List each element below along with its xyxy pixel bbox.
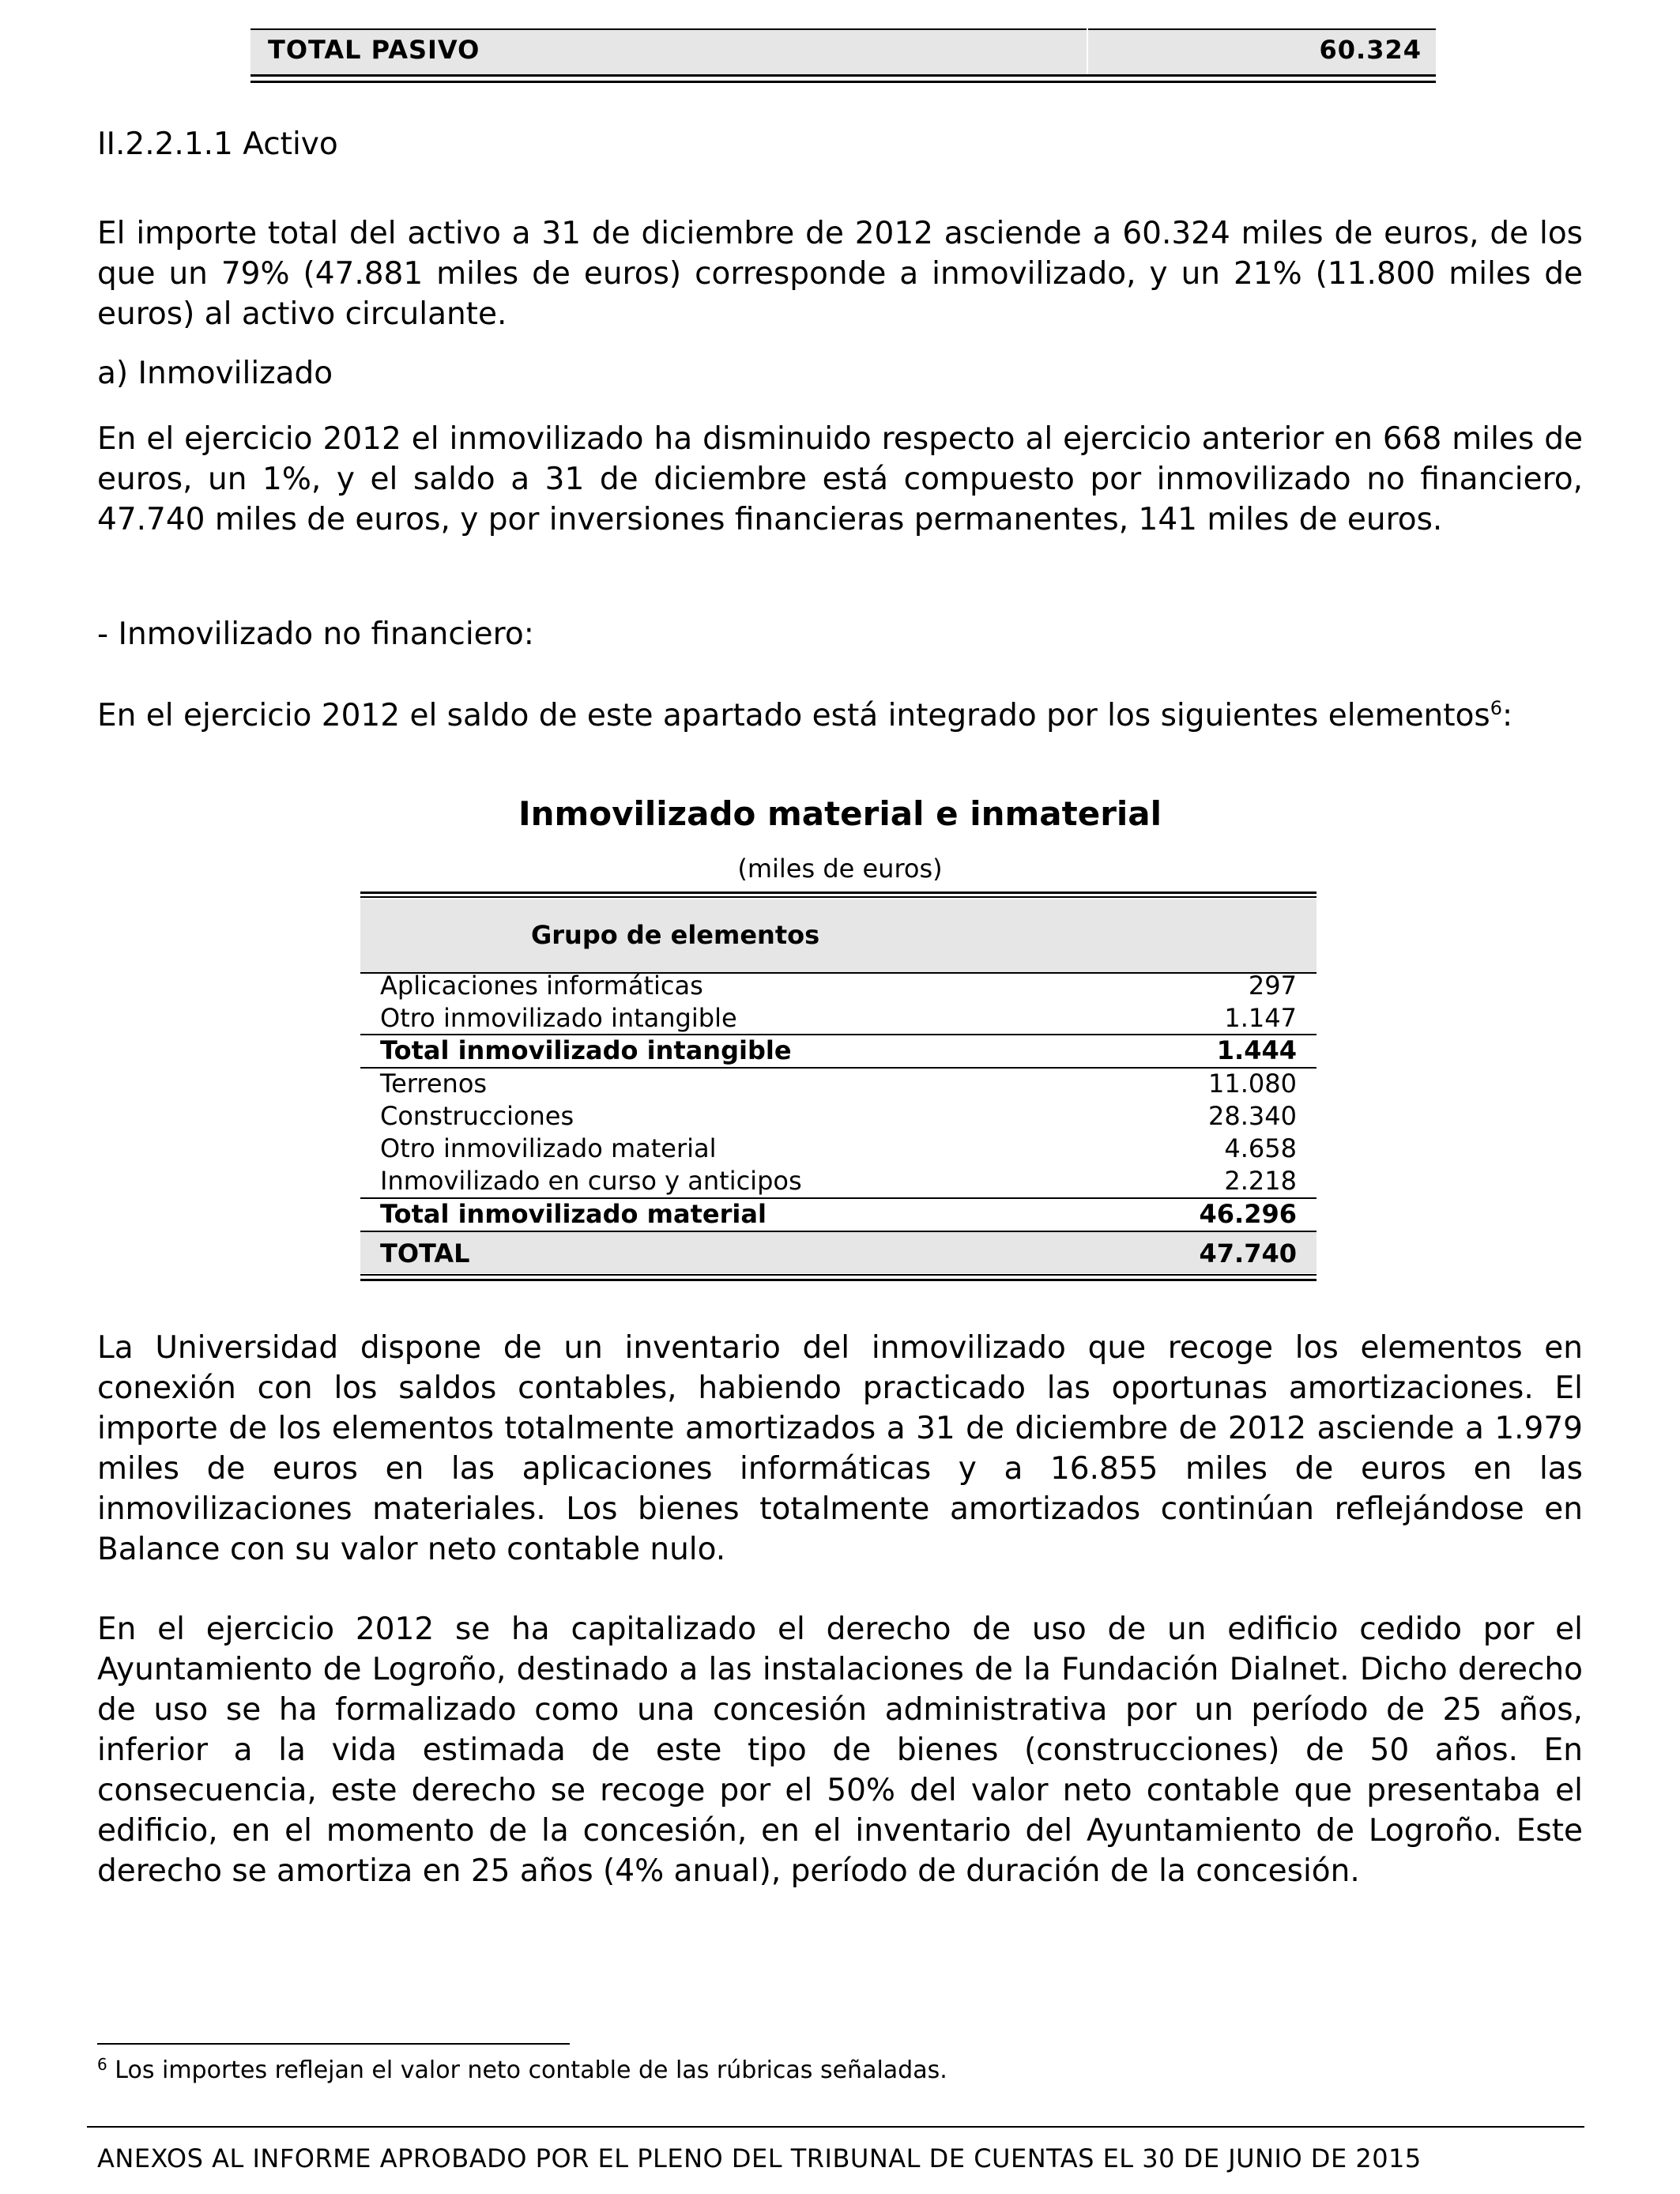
table-row bbox=[360, 971, 1317, 1003]
total-pasivo-rule bbox=[250, 74, 1436, 77]
table-row bbox=[360, 1101, 1317, 1133]
table-top-rule bbox=[360, 892, 1317, 894]
total-label: TOTAL bbox=[380, 1238, 470, 1269]
intro-paragraph: El importe total del activo a 31 de diciembre de 2012 asciende a 60.324 miles de euros, de los que un 79% (47.881 miles de euros) corresponde a inmovilizado, y un 21% (11.800 miles de euros) al activo circulante. bbox=[97, 216, 1583, 332]
subheading-inmovilizado: a) Inmovilizado bbox=[97, 356, 333, 391]
table-row bbox=[360, 1133, 1317, 1166]
row-value: 1.444 bbox=[1216, 1035, 1297, 1065]
row-value: 4.658 bbox=[1224, 1133, 1297, 1163]
paragraph-inmovilizado: En el ejercicio 2012 el inmovilizado ha disminuido respecto al ejercicio anterior en 668 miles de euros, un 1%, y el saldo a 31 de diciembre está compuesto por inmovilizado no financiero, 47.740 miles de euros, y por inversiones financieras permanentes, 141 miles de euros. bbox=[97, 421, 1583, 537]
paragraph-elementos bbox=[97, 696, 1583, 736]
table-row-subtotal bbox=[360, 1035, 1317, 1068]
table-units: (miles de euros) bbox=[737, 854, 943, 884]
footer-rule bbox=[87, 2126, 1584, 2128]
row-value: 46.296 bbox=[1199, 1199, 1297, 1229]
paragraph-elementos-end: : bbox=[1502, 698, 1513, 733]
total-pasivo-rule-double bbox=[250, 81, 1436, 83]
row-value: 2.218 bbox=[1224, 1166, 1297, 1196]
row-value: 11.080 bbox=[1208, 1069, 1297, 1099]
table-row bbox=[360, 1166, 1317, 1198]
row-label: Aplicaciones informáticas bbox=[380, 971, 703, 1001]
row-label: Otro inmovilizado material bbox=[380, 1133, 717, 1163]
row-label: Total inmovilizado material bbox=[380, 1199, 767, 1229]
total-value: 47.740 bbox=[1199, 1238, 1297, 1269]
table-row-total bbox=[360, 1238, 1317, 1271]
paragraph-inventario: La Universidad dispone de un inventario del inmovilizado que recoge los elementos en conexión con los saldos contables, habiendo practicado las oportunas amortizaciones. El importe de los elementos totalmente amortizados a 31 de diciembre de 2012 asciende a 1.979 miles de euros en las aplicaciones informáticas y a 16.855 miles de euros en las inmovilizaciones materiales. Los bienes totalmente amortizados continúan reflejándose en Balance con su valor neto contable nulo. bbox=[97, 1330, 1583, 1567]
footnote-reference: 6 bbox=[1490, 697, 1503, 719]
paragraph-elementos-text: En el ejercicio 2012 el saldo de este apartado está integrado por los siguientes elementos bbox=[97, 698, 1490, 733]
row-value: 297 bbox=[1248, 971, 1297, 1001]
subheading-no-financiero: - Inmovilizado no financiero: bbox=[97, 616, 534, 652]
table-row-subtotal bbox=[360, 1199, 1317, 1231]
table-row bbox=[360, 1003, 1317, 1035]
row-value: 1.147 bbox=[1224, 1003, 1297, 1033]
total-pasivo-value: 60.324 bbox=[1319, 35, 1422, 65]
paragraph-derecho-uso: En el ejercicio 2012 se ha capitalizado el derecho de uso de un edificio cedido por el Ayuntamiento de Logroño, destinado a las instalaciones de la Fundación Dialnet. Dicho derecho de uso se ha formalizado como una concesión administrativa por un período de 25 años, inferior a la vida estimada de este tipo de bienes (construcciones) de 50 años. En consecuencia, este derecho se recoge por el 50% del valor neto contable que presentaba el edificio, en el momento de la concesión, en el inventario del Ayuntamiento de Logroño. Este derecho se amortiza en 25 años (4% anual), período de duración de la concesión. bbox=[97, 1612, 1583, 1889]
footnote bbox=[97, 2055, 947, 2084]
table-bottom-rule bbox=[360, 1274, 1317, 1276]
total-pasivo-table bbox=[250, 28, 1436, 84]
table-title: Inmovilizado material e inmaterial bbox=[518, 794, 1162, 833]
footnote-number: 6 bbox=[97, 2055, 107, 2074]
table-row bbox=[360, 1069, 1317, 1101]
section-heading: II.2.2.1.1 Activo bbox=[97, 126, 338, 162]
row-label: Terrenos bbox=[380, 1069, 488, 1099]
row-label: Inmovilizado en curso y anticipos bbox=[380, 1166, 802, 1196]
total-pasivo-divider bbox=[1087, 28, 1088, 74]
row-label: Otro inmovilizado intangible bbox=[380, 1003, 737, 1033]
table-header-band bbox=[360, 899, 1317, 972]
footnote-text: Los importes reflejan el valor neto contable de las rúbricas señaladas. bbox=[115, 2056, 947, 2084]
row-label: Total inmovilizado intangible bbox=[380, 1035, 792, 1065]
page-footer: ANEXOS AL INFORME APROBADO POR EL PLENO DEL TRIBUNAL DE CUENTAS EL 30 DE JUNIO DE 2015 bbox=[97, 2143, 1422, 2173]
table-bottom-rule-double bbox=[360, 1279, 1317, 1281]
table-top-rule-double bbox=[360, 896, 1317, 898]
row-value: 28.340 bbox=[1208, 1101, 1297, 1131]
footnote-separator bbox=[97, 2043, 570, 2045]
table-header-label: Grupo de elementos bbox=[531, 920, 820, 950]
row-label: Construcciones bbox=[380, 1101, 574, 1131]
total-pasivo-label: TOTAL PASIVO bbox=[268, 35, 480, 65]
